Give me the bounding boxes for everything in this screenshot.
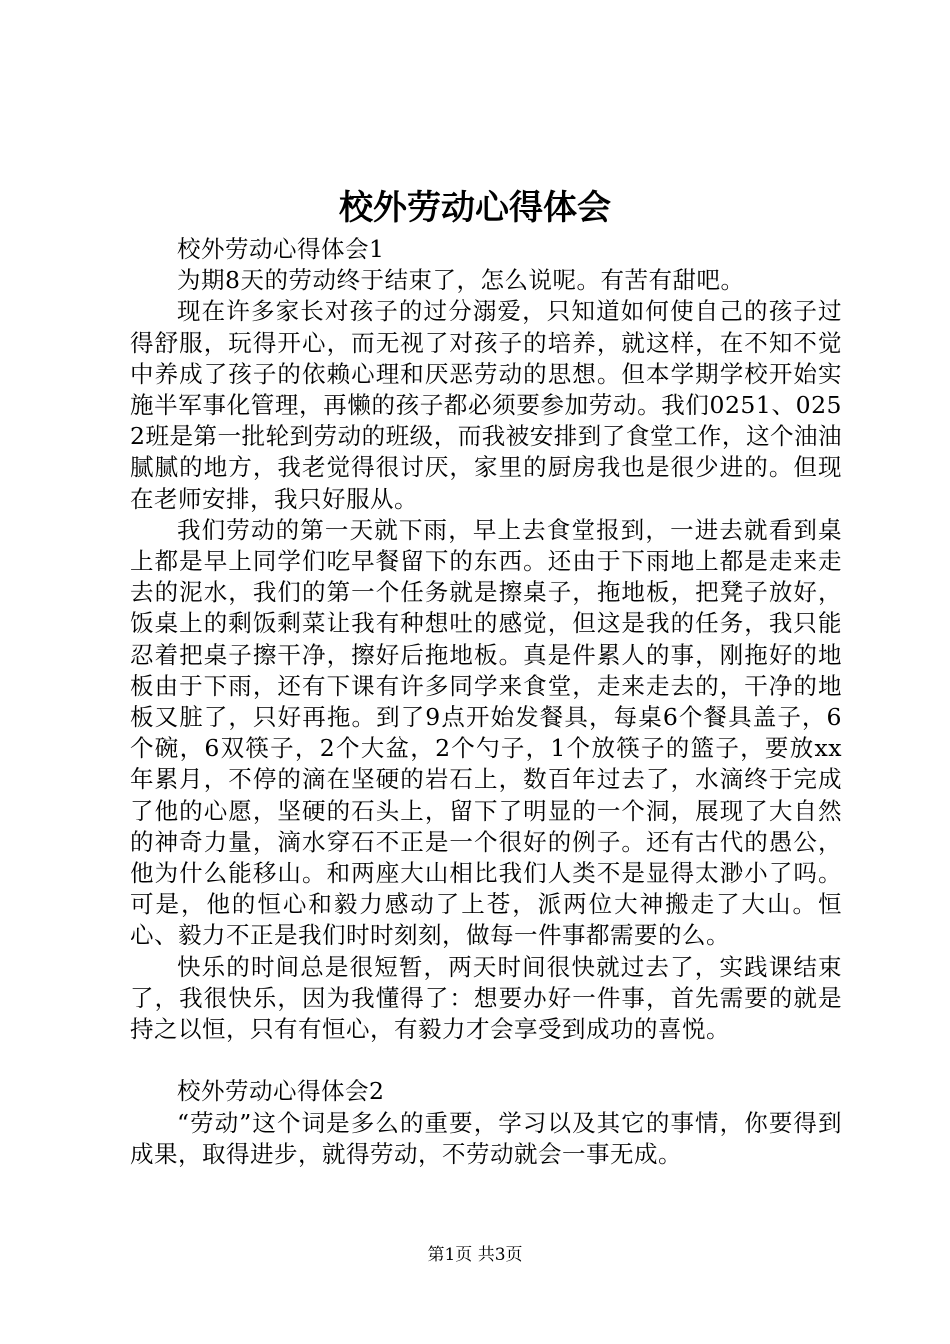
paragraph: 现在许多家长对孩子的过分溺爱，只知道如何使自己的孩子过得舒服，玩得开心，而无视了对孩子的培养，就这样，在不知不觉中养成了孩子的依赖心理和厌恶劳动的思想。但本学期学校开始实施半军事化管理，再懒的孩子都必须要参加劳动。我们0251、0252班是第一批轮到劳动的班级，而我被安排到了食堂工作，这个油油腻腻的地方，我老觉得很讨厌，家里的厨房我也是很少进的。但现在老师安排，我只好服从。 <box>130 297 842 513</box>
page-number-footer: 第1页 共3页 <box>427 1245 523 1265</box>
paragraph: “劳动”这个词是多么的重要，学习以及其它的事情，你要得到成果，取得进步，就得劳动，不劳动就会一事无成。 <box>130 1108 842 1168</box>
section-spacer <box>130 1045 842 1076</box>
section-heading-2: 校外劳动心得体会2 <box>177 1077 385 1106</box>
paragraph: 我们劳动的第一天就下雨，早上去食堂报到，一进去就看到桌上都是早上同学们吃早餐留下的东西。还由于下雨地上都是走来走去的泥水，我们的第一个任务就是擦桌子，拖地板，把凳子放好，饭桌上的剩饭剩菜让我有种想吐的感觉，但这是我的任务，我只能忍着把桌子擦干净，擦好后拖地板。真是件累人的事，刚拖好的地板由于下雨，还有下课有许多同学来食堂，走来走去的，干净的地板又脏了，只好再拖。到了9点开始发餐具，每桌6个餐具盖子，6个碗，6双筷子，2个大盆，2个勺子，1个放筷子的篮子，要放xx年累月，不停的滴在坚硬的岩石上，数百年过去了，水滴终于完成了他的心愿，坚硬的石头上，留下了明显的一个洞，展现了大自然的神奇力量，滴水穿石不正是一个很好的例子。还有古代的愚公，他为什么能移山。和两座大山相比我们人类不是显得太渺小了吗。可是，他的恒心和毅力感动了上苍，派两位大神搬走了大山。恒心、毅力不正是我们时时刻刻，做每一件事都需要的么。 <box>130 515 842 950</box>
section-heading-1: 校外劳动心得体会1 <box>177 235 385 263</box>
document-body <box>130 234 842 1170</box>
paragraph: 快乐的时间总是很短暂，两天时间很快就过去了，实践课结束了，我很快乐，因为我懂得了：想要办好一件事，首先需要的就是持之以恒，只有有恒心，有毅力才会享受到成功的喜悦。 <box>130 952 842 1044</box>
document-title: 校外劳动心得体会 <box>339 188 611 228</box>
paragraph: 为期8天的劳动终于结束了，怎么说呢。有苦有甜吧。 <box>177 266 745 295</box>
